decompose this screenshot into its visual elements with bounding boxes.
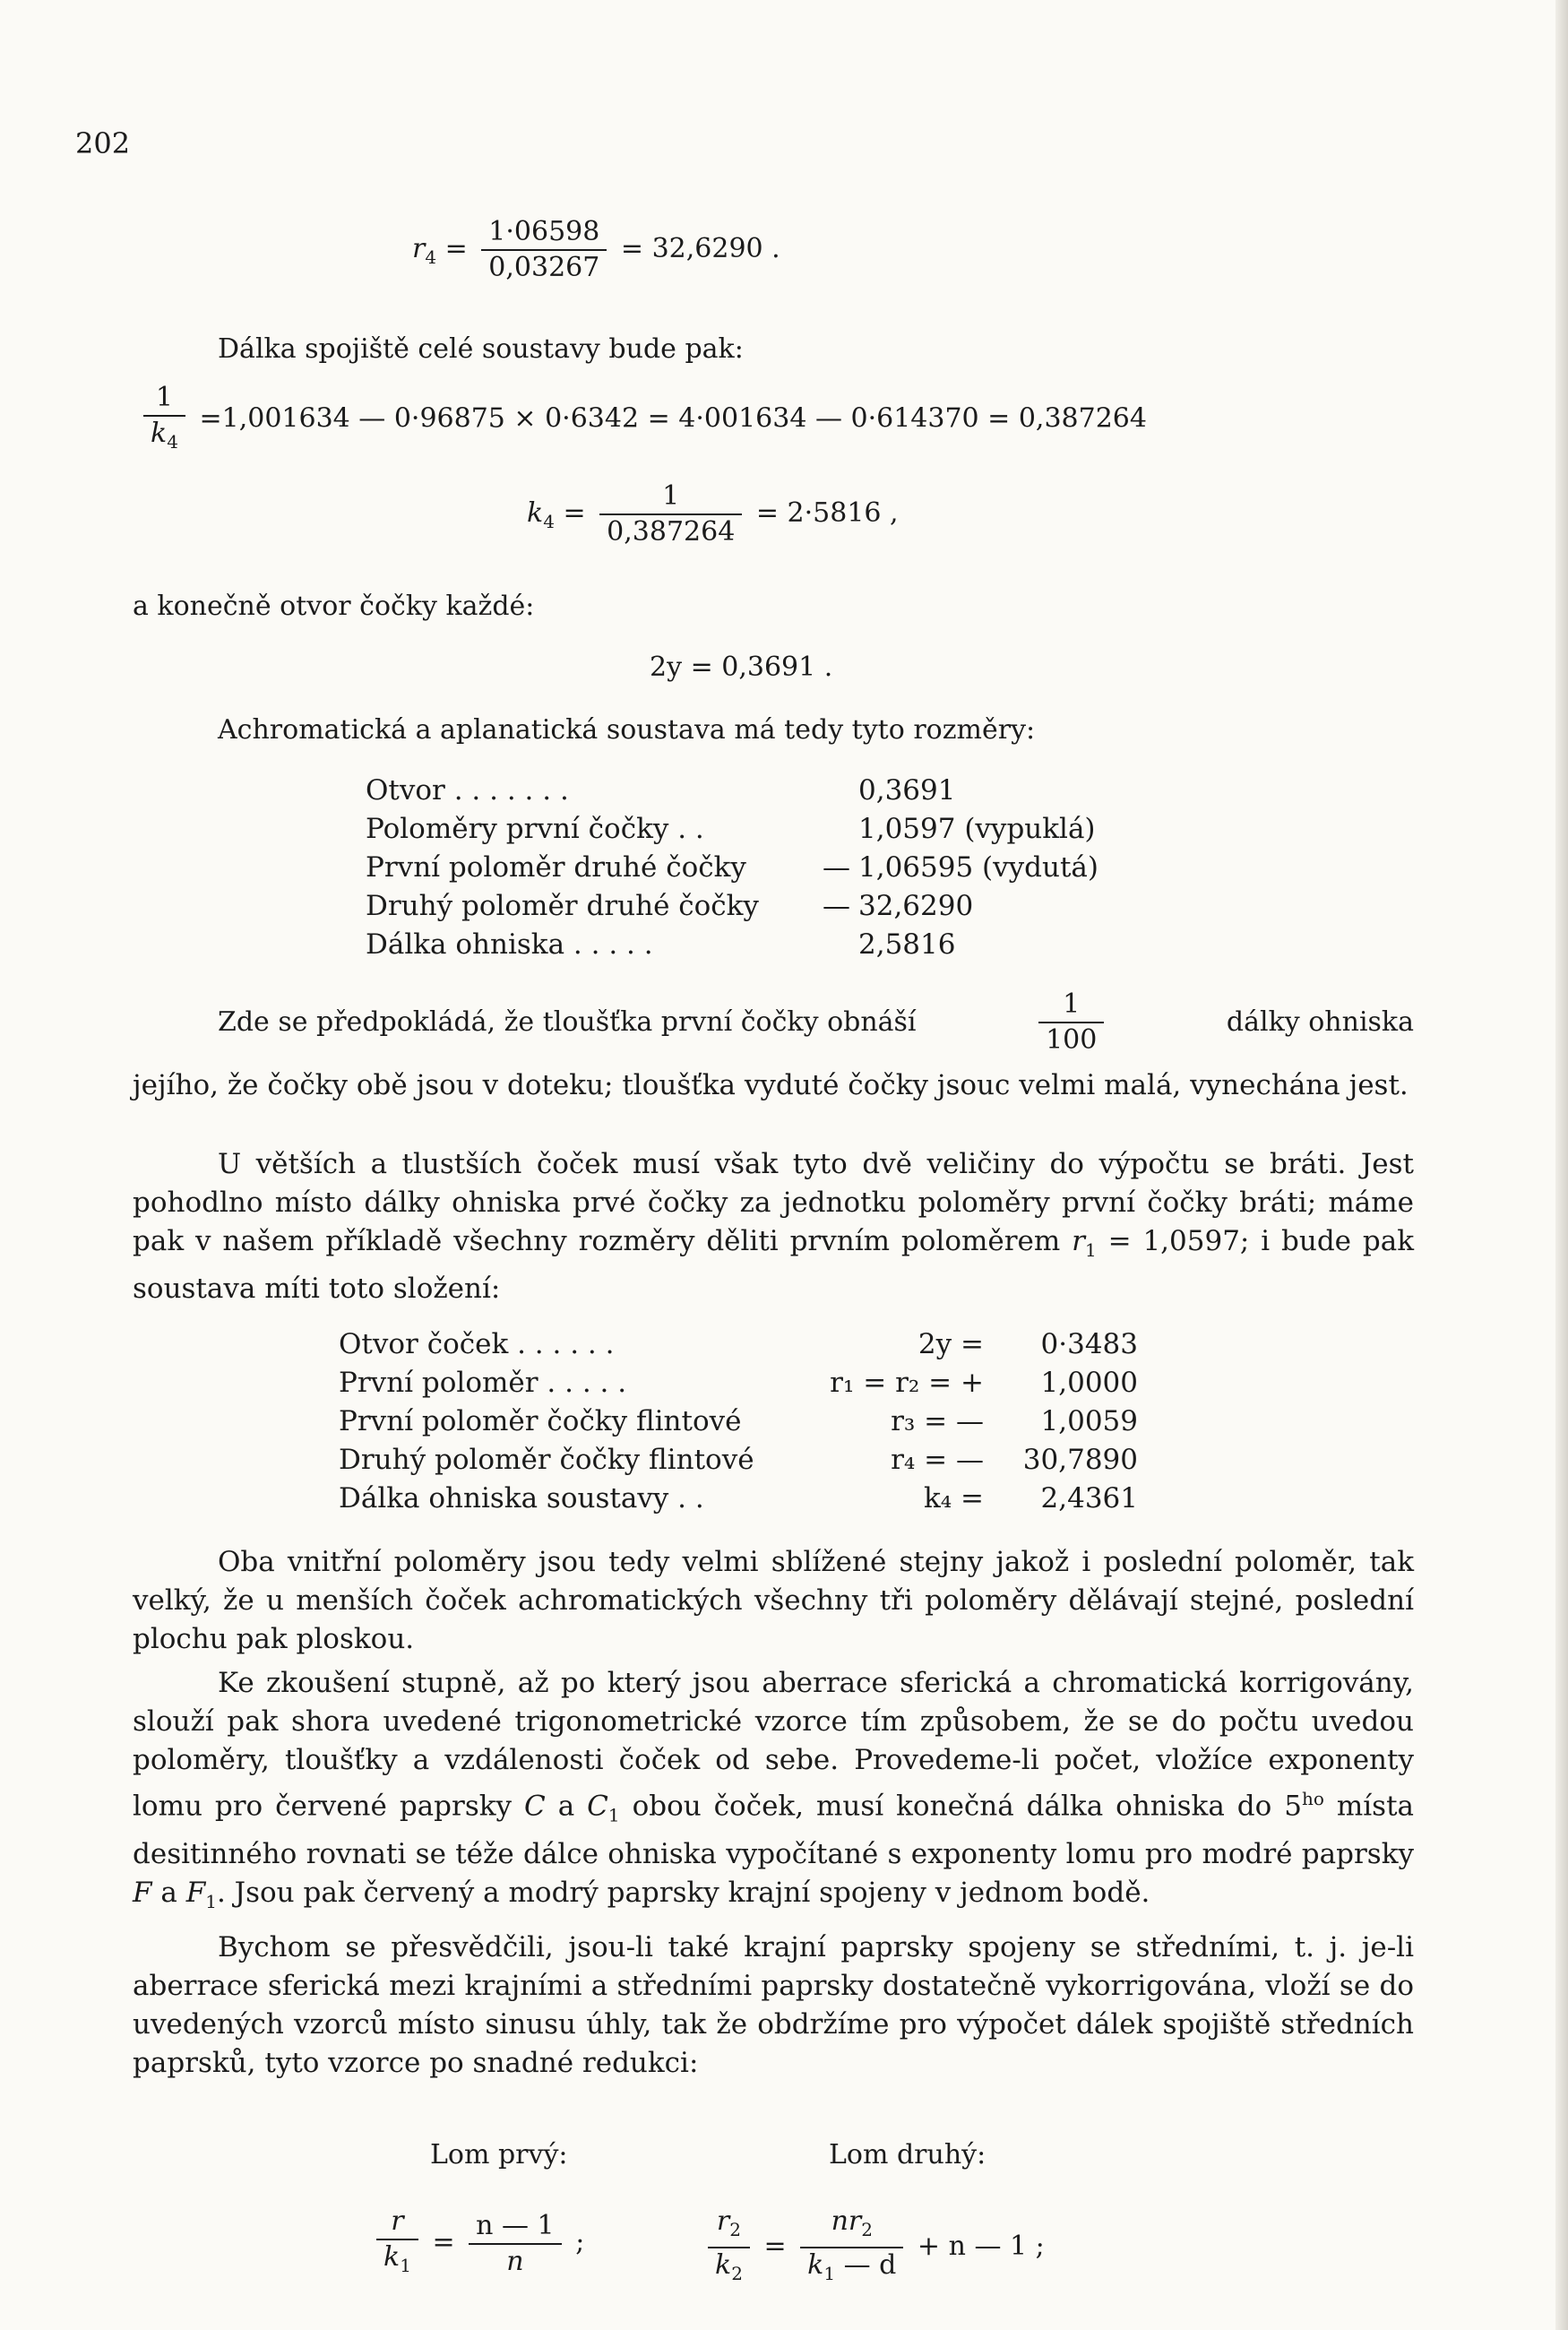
table1-label: Dálka ohniska . . . . . (366, 928, 653, 961)
table1-value: 1,0597 (vypuklá) (858, 812, 1096, 845)
lom2-frac-a-den: $k_2$ (708, 2247, 750, 2291)
table-row (366, 886, 1098, 925)
para-bychom-text: Bychom se přesvědčili, jsou-li také krajní paprsky spojeny se středními, t. j. je-li aberrace sferická mezi krajními a středními paprsky dostatečně vykorrigována, vloží se do uvedených vzorců místo sinusu úhly, tak že obdržíme pro výpočet dálek spojiště středních paprsků, tyto vzorce po snadné redukci: (133, 1931, 1414, 2079)
table1-dash (823, 925, 858, 963)
para-zde-text: jejího, že čočky obě jsou v doteku; tloušťka vyduté čočky jsouc velmi malá, vynechána jest. (133, 1069, 1409, 1101)
lom1-frac-a-num: r (391, 2205, 404, 2237)
table2-value: 1,0059 (1040, 1404, 1138, 1437)
para-zde-frac-num: 1 (1063, 988, 1081, 1020)
table1-dash (823, 771, 858, 809)
eq-r4-numerator: 1·06598 (488, 216, 600, 247)
page-edge-shadow (1555, 0, 1568, 2330)
para-zde-start: Zde se předpokládá, že tloušťka první čočky obnáší (218, 1006, 917, 1038)
eq-inv-k4-denominator: $k_4$ (143, 415, 185, 459)
table1-value: 1,06595 (vydutá) (858, 850, 1099, 884)
table-row (339, 1440, 1138, 1479)
eq-k4-lhs-sub: 4 (543, 511, 555, 532)
line-achromaticka: Achromatická a aplanatická soustava má tedy tyto rozměry: (218, 714, 1036, 746)
line-konecne: a konečně otvor čočky každé: (133, 591, 535, 622)
eq-r4-rhs: = 32,6290 . (620, 233, 780, 264)
table-row (366, 771, 1098, 809)
lom1-end: ; (575, 2226, 585, 2258)
equation-inv-k4 (143, 381, 1147, 459)
para-oba (133, 1543, 1414, 1659)
lom2-frac-b-num: $nr_2$ (831, 2205, 873, 2240)
para-oba-text: Oba vnitřní poloměry jsou tedy velmi sblížené stejny jakož i poslední poloměr, tak velký, že u menších čoček achromatických všechny tři poloměry dělávají stejné, poslední plochu pak ploskou. (133, 1546, 1414, 1655)
para-zde-line1 (218, 988, 1414, 1057)
eq-inv-k4-fraction (143, 381, 185, 459)
line-dalka: Dálka spojiště celé soustavy bude pak: (218, 333, 744, 365)
table2-value: 0·3483 (1040, 1327, 1138, 1360)
equation-r4: $r_4$ = $\frac{1\cdot 06598}{0,03267}$ = 32,6290 . (412, 216, 780, 283)
table-row (339, 1402, 1138, 1440)
table2-value: 1,0000 (1040, 1366, 1138, 1399)
page-number: 202 (75, 126, 131, 160)
table1-value: 2,5816 (858, 928, 956, 961)
table-row (339, 1479, 1138, 1517)
table-row (339, 1325, 1138, 1363)
table2-label: První poloměr čočky flintové (339, 1404, 742, 1437)
lom1-frac-b-den: n (469, 2243, 561, 2279)
table2-value: 2,4361 (1040, 1481, 1138, 1514)
para-ke (133, 1664, 1414, 1921)
eq-r4-lhs-sub: 4 (425, 246, 437, 268)
table2-label: Druhý poloměr čočky flintové (339, 1443, 754, 1476)
para-zde-frac-den: 100 (1038, 1022, 1104, 1057)
eq-inv-k4-rhs: =1,001634 — 0·96875 × 0·6342 = 4·001634 — 0·614370 = 0,387264 (199, 402, 1147, 435)
dimensions-table-1 (366, 771, 1098, 963)
table2-sym: r₄ = — (891, 1443, 984, 1476)
para-zde-rest (133, 1066, 1414, 1105)
lom2-eq: = (763, 2231, 787, 2262)
table-row (366, 848, 1098, 886)
eq-r4-fraction (481, 215, 607, 285)
formula-lom-prvy (376, 2205, 584, 2283)
eq-k4-numerator: 1 (662, 480, 680, 512)
label-lom-prvy: Lom prvý: (430, 2139, 568, 2170)
para-u-vetsich-text: U větších a tlustších čoček musí však tyto dvě veličiny do výpočtu se bráti. Jest pohodlno místo dálky ohniska prvé čočky za jednotku poloměry první čočky bráti; máme pak v našem příkladě všechny rozměry děliti prvním poloměrem $r_1 = 1,0597$; i bude pak soustava míti toto složení: (133, 1148, 1414, 1306)
table2-sym: k₄ = (923, 1481, 984, 1514)
table1-label: Poloměry první čočky . . (366, 812, 704, 845)
table1-dash: — (823, 889, 850, 922)
table2-sym: 2y = (918, 1327, 984, 1360)
eq-r4-lhs: r (412, 233, 426, 264)
table2-sym: r₃ = — (891, 1404, 984, 1437)
table1-label: Otvor . . . . . . . (366, 773, 569, 807)
table1-label: První poloměr druhé čočky (366, 850, 746, 884)
table1-dash: — (823, 850, 850, 884)
lom2-end: + n — 1 ; (917, 2231, 1045, 2262)
table1-label: Druhý poloměr druhé čočky (366, 889, 759, 922)
table1-value: 0,3691 (858, 773, 956, 807)
table1-dash (823, 809, 858, 848)
lom2-frac-a (708, 2205, 750, 2291)
lom2-frac-a-num: $r_2$ (716, 2205, 741, 2240)
lom1-eq: = (432, 2226, 455, 2258)
para-zde-end: dálky ohniska (1226, 1006, 1414, 1038)
dimensions-table-2 (339, 1325, 1138, 1517)
eq-k4-rhs: = 2·5816 , (755, 497, 899, 529)
lom1-frac-b-num: n — 1 (476, 2209, 555, 2241)
table2-label: Otvor čoček . . . . . . (339, 1327, 615, 1360)
lom1-frac-a-den: $k_1$ (376, 2239, 418, 2283)
equation-k4: $k_4$ = $\frac{1}{0,387264}$ = 2·5816 , (527, 480, 899, 548)
para-bychom (133, 1929, 1414, 2083)
table-row (366, 925, 1098, 963)
table2-sym: r₁ = r₂ = + (830, 1366, 984, 1399)
lom1-frac-a (376, 2205, 418, 2283)
eq-r4-denominator: 0,03267 (481, 249, 607, 285)
table2-label: Dálka ohniska soustavy . . (339, 1481, 704, 1514)
para-ke-text: Ke zkoušení stupně, až po který jsou aberrace sferická a chromatická korrigovány, slouží pak shora uvedené trigonometrické vzorce tím způsobem, že se do počtu uvedou poloměry, tloušťky a vzdálenosti čoček od sebe. Provedeme-li počet, vložíce exponenty lomu pro červené paprsky C a $C_1$ obou čoček, musí konečná dálka ohniska do $5^{ho}$ místa desitinného rovnati se téže dálce ohniska vypočítané s exponenty lomu pro modré paprsky F a $F_1$. Jsou pak červený a modrý paprsky krajní spojeny v jednom bodě. (133, 1667, 1415, 1912)
lom1-frac-b (469, 2209, 561, 2279)
para-zde-fraction (1038, 988, 1104, 1057)
table2-label: První poloměr . . . . . (339, 1366, 627, 1399)
lom2-frac-b-den: $k_1$ — d (800, 2247, 903, 2291)
table1-value: 32,6290 (858, 889, 974, 922)
eq-k4-lhs: k (527, 497, 544, 529)
equation-2y: 2y = 0,3691 . (650, 652, 833, 683)
table-row (339, 1363, 1138, 1402)
eq-k4-fraction (599, 479, 742, 549)
para-u-vetsich (133, 1145, 1414, 1308)
formula-lom-druhy (708, 2205, 1045, 2291)
label-lom-druhy: Lom druhý: (829, 2139, 986, 2170)
eq-inv-k4-numerator: 1 (155, 382, 173, 413)
eq-k4-denominator: 0,387264 (599, 513, 742, 549)
table-row (366, 809, 1098, 848)
table2-value: 30,7890 (1022, 1443, 1138, 1476)
lom2-frac-b (800, 2205, 903, 2291)
